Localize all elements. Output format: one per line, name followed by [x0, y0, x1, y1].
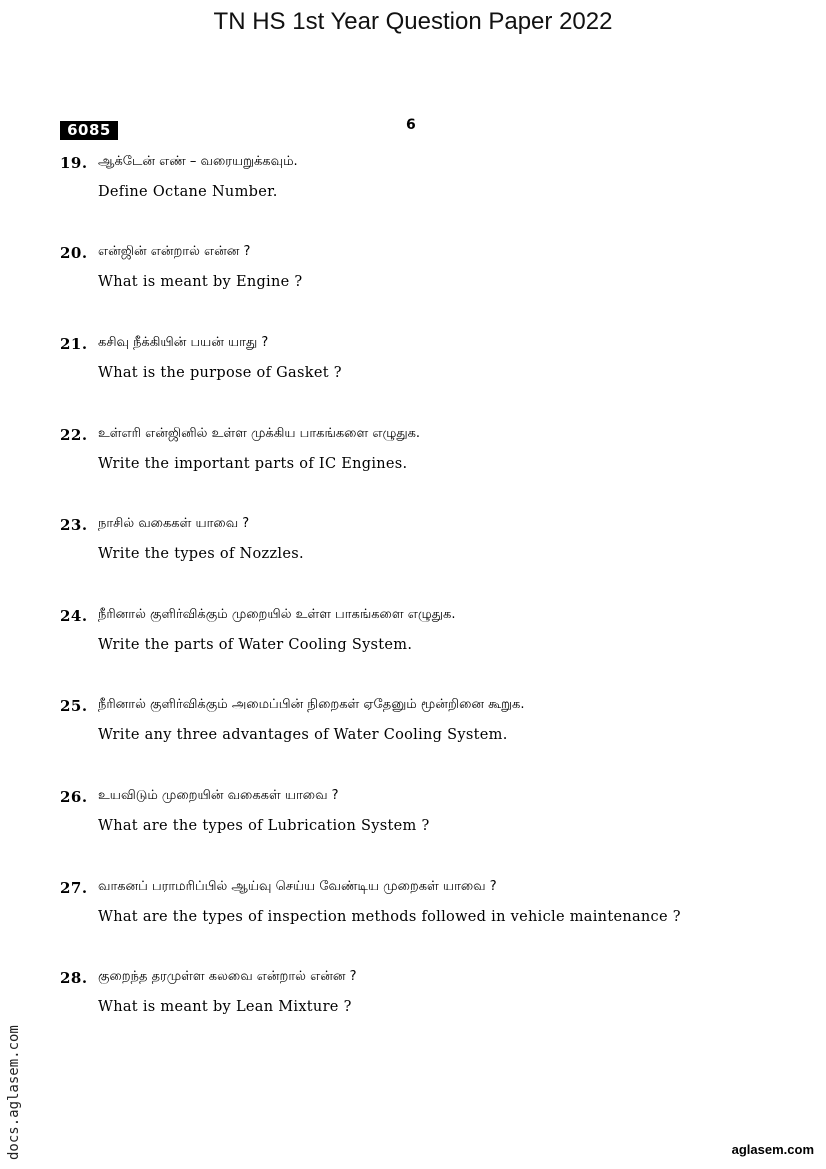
question-number: 27.	[60, 879, 88, 897]
question-english-text: Write the important parts of IC Engines.	[98, 456, 408, 472]
question-tamil-text: என்ஜின் என்றால் என்ன ?	[98, 244, 251, 259]
page-number: 6	[406, 117, 416, 133]
question-tamil-text: நீரினால் குளிர்விக்கும் அமைப்பின் நிறைகள் ஏதேனும் மூன்றினை கூறுக.	[98, 697, 525, 712]
question-english-text: What are the types of Lubrication System ?	[98, 818, 430, 834]
question-number: 20.	[60, 244, 88, 262]
question-tamil-text: உள்எரி என்ஜினில் உள்ள முக்கிய பாகங்களை எழுதுக.	[98, 426, 421, 441]
question-english-text: Define Octane Number.	[98, 184, 278, 200]
footer-brand: aglasem.com	[731, 1142, 814, 1157]
question-english-text: What is the purpose of Gasket ?	[98, 365, 342, 381]
question-number: 24.	[60, 607, 88, 625]
paper-code-badge: 6085	[60, 121, 118, 140]
question-number: 28.	[60, 969, 88, 987]
question-tamil-text: வாகனப் பராமரிப்பில் ஆய்வு செய்ய வேண்டிய முறைகள் யாவை ?	[98, 879, 497, 894]
question-english-text: What is meant by Engine ?	[98, 274, 303, 290]
question-number: 25.	[60, 697, 88, 715]
page-title: TN HS 1st Year Question Paper 2022	[213, 8, 613, 35]
question-number: 19.	[60, 154, 88, 172]
question-english-text: Write the types of Nozzles.	[98, 546, 304, 562]
question-english-text: Write the parts of Water Cooling System.	[98, 637, 413, 653]
question-tamil-text: உயவிடும் முறையின் வகைகள் யாவை ?	[98, 788, 339, 803]
question-tamil-text: நாசில் வகைகள் யாவை ?	[98, 516, 250, 531]
question-tamil-text: ஆக்டேன் எண் – வரையறுக்கவும்.	[98, 154, 298, 169]
question-tamil-text: நீரினால் குளிர்விக்கும் முறையில் உள்ள பாகங்களை எழுதுக.	[98, 607, 456, 622]
side-watermark: docs.aglasem.com	[6, 1025, 22, 1160]
question-tamil-text: கசிவு நீக்கியின் பயன் யாது ?	[98, 335, 269, 350]
question-number: 23.	[60, 516, 88, 534]
question-tamil-text: குறைந்த தரமுள்ள கலவை என்றால் என்ன ?	[98, 969, 357, 984]
question-number: 22.	[60, 426, 88, 444]
question-english-text: What is meant by Lean Mixture ?	[98, 999, 352, 1015]
question-english-text: What are the types of inspection methods followed in vehicle maintenance ?	[98, 909, 681, 925]
question-english-text: Write any three advantages of Water Cooling System.	[98, 727, 508, 743]
question-number: 26.	[60, 788, 88, 806]
question-number: 21.	[60, 335, 88, 353]
